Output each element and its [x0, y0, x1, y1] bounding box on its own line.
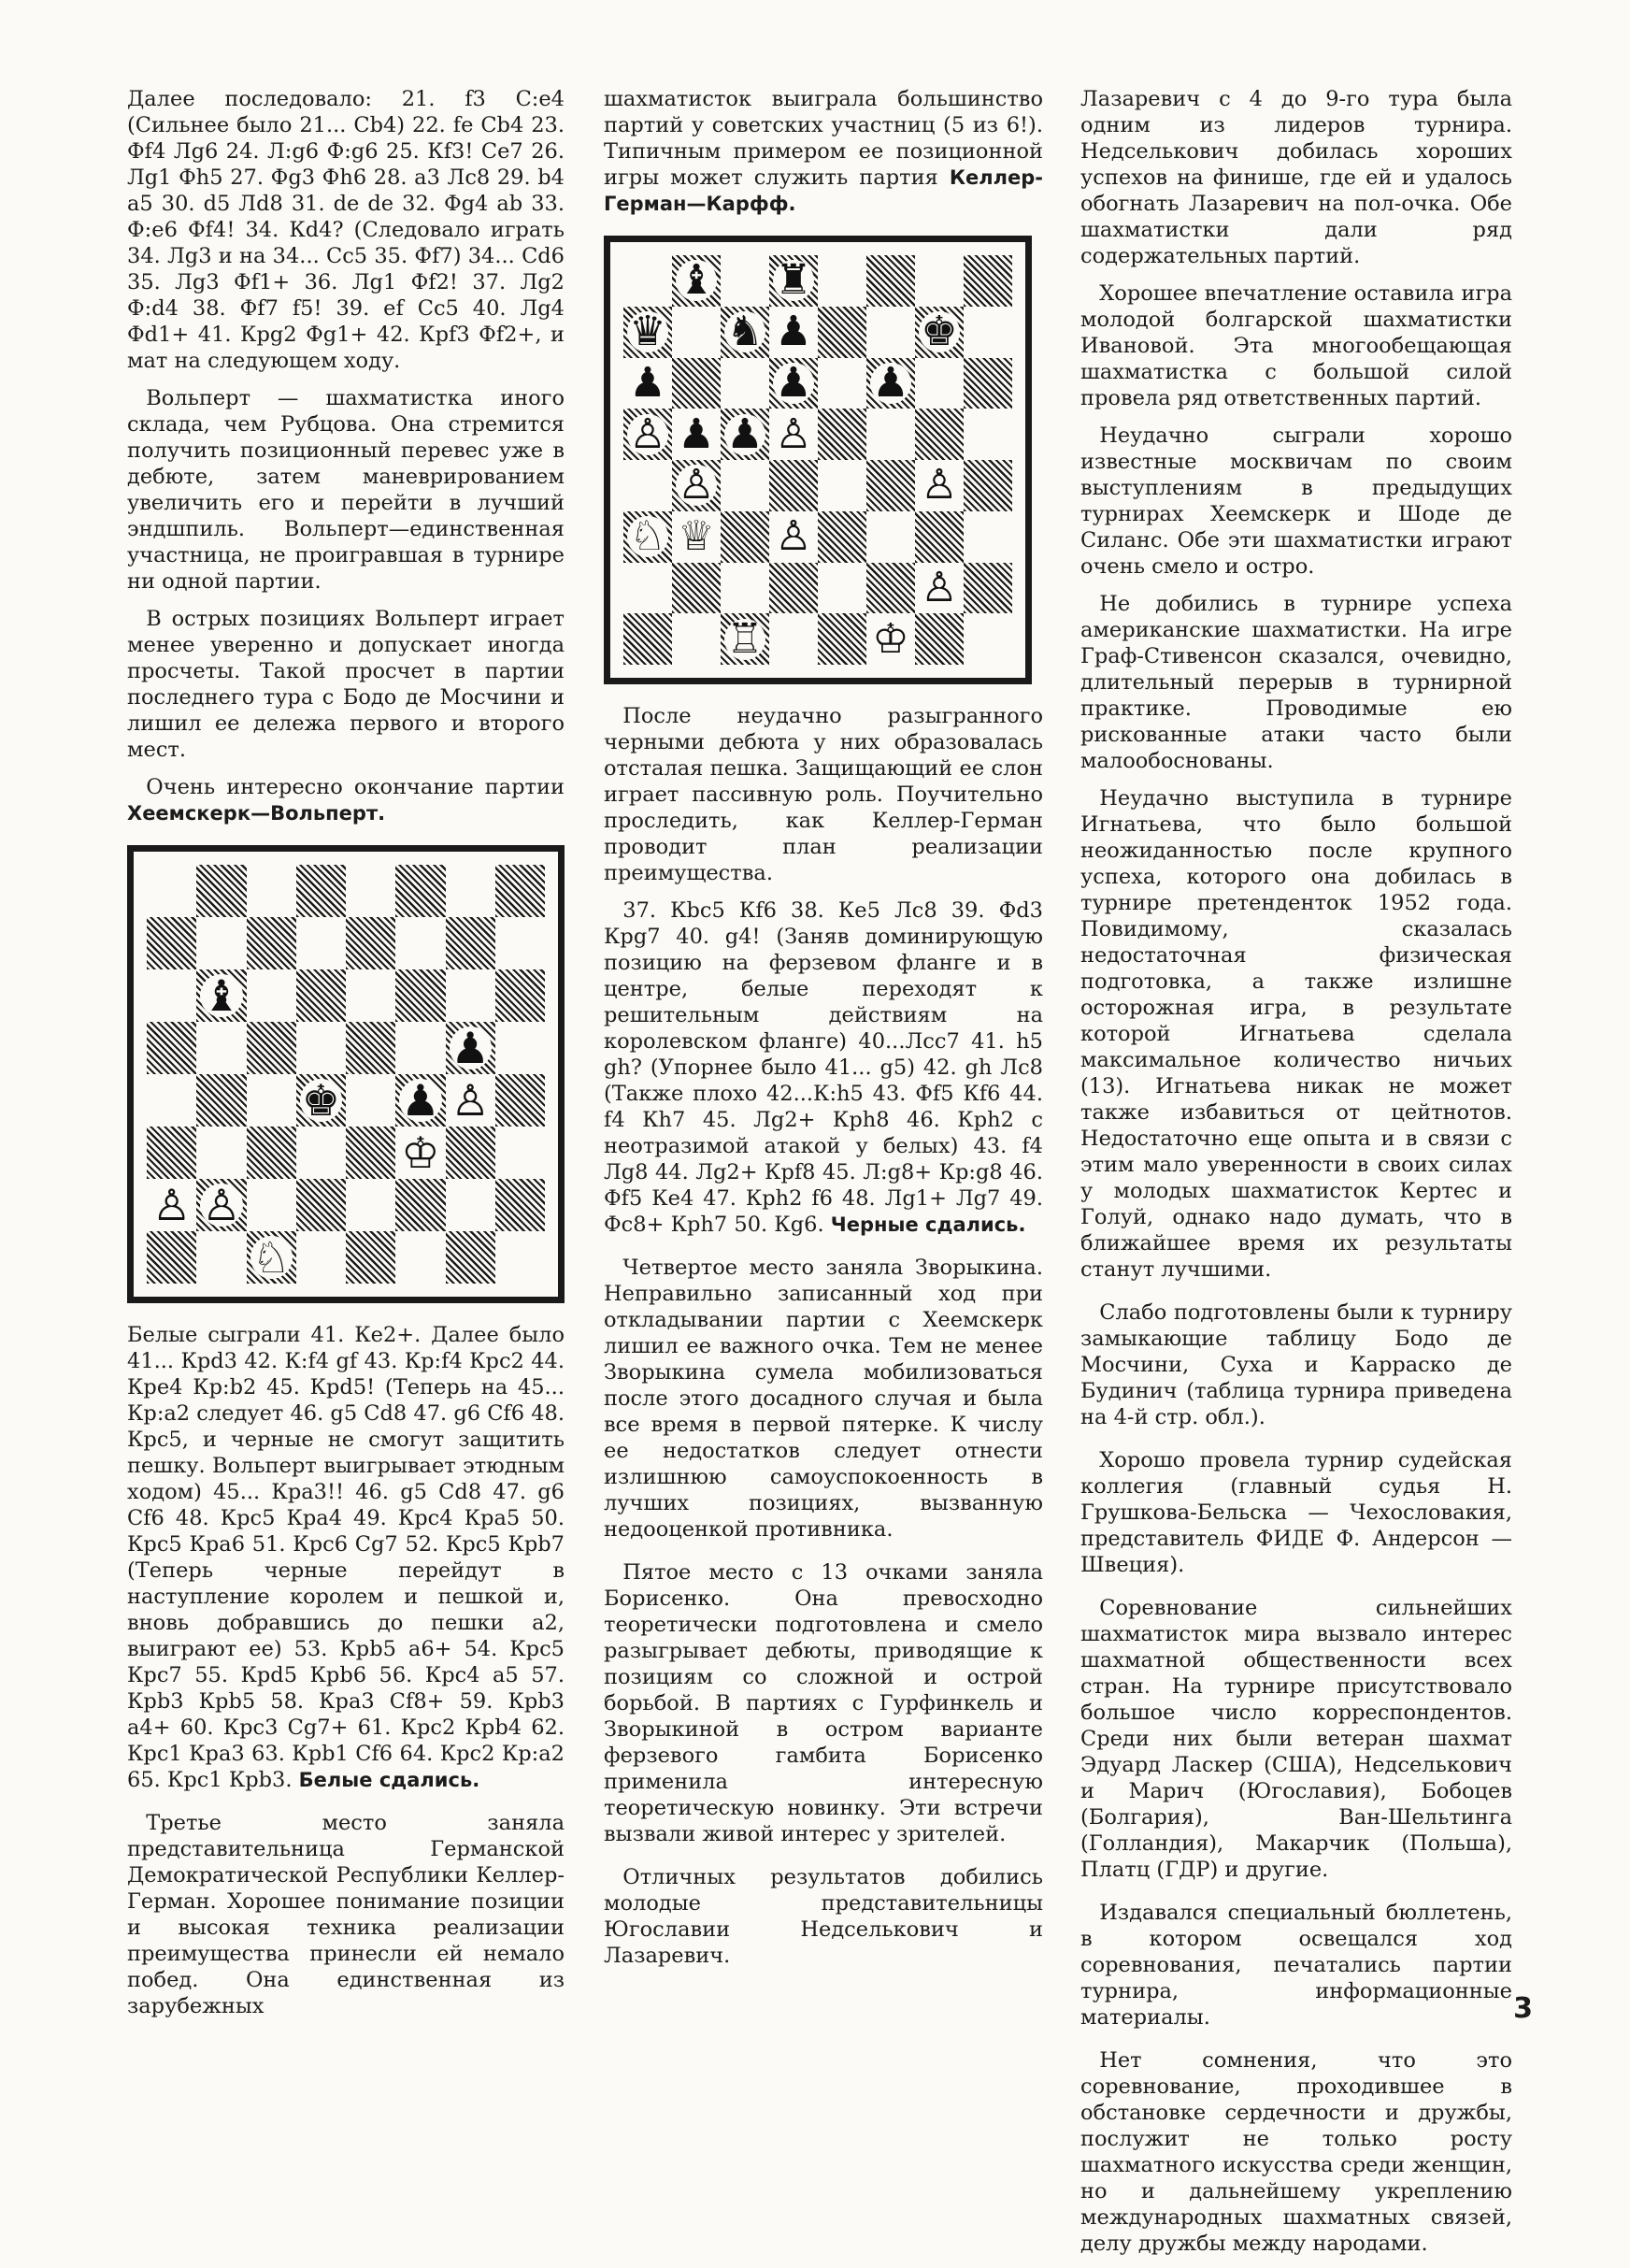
paragraph	[604, 86, 1043, 217]
board-square	[346, 917, 395, 969]
board-square	[623, 409, 672, 460]
board-square	[495, 969, 545, 1022]
board-square	[721, 358, 769, 409]
board-square	[769, 460, 818, 511]
black-rook-icon: ♜	[775, 256, 812, 305]
board-square	[721, 409, 769, 460]
board-square	[196, 865, 246, 917]
board-square	[395, 1231, 445, 1284]
board-square	[346, 1074, 395, 1127]
board-square	[818, 563, 866, 614]
chess-diagram-2	[604, 236, 1043, 684]
board-square	[672, 358, 721, 409]
paragraph: После неудачно разыгранного черными дебюта у них образовалась отсталая пешка. Защищающий ее слон играет пассивную роль. Поучительно проследить, как Келлер-Герман проводит план реализации преимущества.	[604, 704, 1043, 885]
chess-board-frame	[604, 236, 1032, 684]
board-square	[623, 255, 672, 307]
result-text: Белые сдались.	[298, 1769, 480, 1791]
board-square	[964, 460, 1012, 511]
board-square	[818, 255, 866, 307]
board-square	[818, 409, 866, 460]
board-square	[346, 1179, 395, 1231]
board-square	[395, 1074, 445, 1127]
white-king-icon: ♔	[872, 614, 909, 663]
board-square	[296, 1127, 346, 1179]
paragraph: Соревнование сильнейших шахматисток мира вызвало интерес шахматной общественности всех стран. На турнире присутствовало большое число корреспондентов. Среди них были ветеран шахмат Эдуард Ласкер (США), Недселькович и Марич (Югославия), Бобоцев (Болгария), Ван-Шельтинга (Голландия), Макарчик (Польша), Платц (ГДР) и другие.	[1080, 1596, 1512, 1882]
board-square	[964, 563, 1012, 614]
board-square	[866, 358, 915, 409]
paragraph: В острых позициях Вольперт играет менее уверенно и допускает иногда просчеты. Такой просчет в партии последнего тура с Бодо де Мосчини и лишил ее дележа первого и второго мест.	[127, 607, 565, 762]
board-square	[296, 1231, 346, 1284]
black-pawn-icon: ♟	[629, 358, 666, 407]
board-square	[866, 563, 915, 614]
board-square	[196, 1074, 246, 1127]
board-square	[672, 563, 721, 614]
paragraph: Четвертое место заняла Зворыкина. Неправильно записанный ход при откладывании партии с Хеемскерк лишил ее важного очка. Тем не менее Зворыкина сумела мобилизоваться после этого досадного случая и была все время в первой пятерке. К числу ее недостатков следует отнести излишнюю самоуспокоенность в лучших позициях, вызванную недооценкой противника.	[604, 1256, 1043, 1542]
board-square	[247, 1231, 296, 1284]
black-pawn-icon: ♟	[726, 409, 764, 458]
board-square	[247, 1022, 296, 1074]
chess-diagram-1	[127, 845, 565, 1303]
black-pawn-icon: ♟	[401, 1075, 440, 1126]
board-square	[395, 1179, 445, 1231]
paragraph: Далее последовало: 21. f3 С:е4 (Сильнее было 21... Сb4) 22. fe Сb4 23. Фf4 Лg6 24. Л:g6 Ф:g6 25. Кf3! Се7 26. Лg1 Фh5 27. Фg3 Фh6 28. а3 Лс8 29. b4 а5 30. d5 Лd8 31. de de 32. Фg4 аb 33. Ф:е6 Фf4! 34. Кd4? (Следовало играть 34. Лg3 и на 34... Сс5 35. Фf7) 34... Сd6 35. Лg3 Фf1+ 36. Лg1 Фf2! 37. Лg2 Ф:d4 38. Фf7 f5! 39. еf Сс5 40. Лg4 Фd1+ 41. Крg2 Фg1+ 42. Крf3 Фf2+, и мат на следующем ходу.	[127, 87, 565, 373]
board-square	[769, 409, 818, 460]
white-pawn-icon: ♙	[678, 461, 715, 510]
board-square	[446, 865, 495, 917]
board-square	[247, 969, 296, 1022]
board-square	[964, 613, 1012, 665]
game-title: Хеемскерк—Вольперт.	[127, 802, 386, 825]
paragraph: Слабо подготовлены были к турниру замыкающие таблицу Бодо де Мосчини, Суха и Карраско де Будинич (таблица турнира приведена на 4-й стр. обл.).	[1080, 1300, 1512, 1429]
white-pawn-icon: ♙	[775, 512, 812, 561]
white-pawn-icon: ♙	[921, 461, 958, 510]
board-square	[395, 1127, 445, 1179]
paragraph: Отличных результатов добились молодые представительницы Югославии Недселькович и Лазаревич.	[604, 1865, 1043, 1968]
board-square	[672, 460, 721, 511]
board-square	[346, 865, 395, 917]
chess-board	[623, 255, 1012, 665]
board-square	[247, 1179, 296, 1231]
board-square	[196, 969, 246, 1022]
white-pawn-icon: ♙	[921, 563, 958, 611]
black-bishop-icon: ♝	[678, 256, 715, 305]
board-square	[346, 1127, 395, 1179]
paragraph-text: шахматисток выиграла большинство партий у советских участниц (5 из 6!). Типичным примером ее позиционной игры может служить партия	[604, 87, 1043, 190]
white-pawn-icon: ♙	[202, 1180, 241, 1230]
board-square	[915, 460, 964, 511]
board-square	[147, 1231, 196, 1284]
board-square	[147, 969, 196, 1022]
board-square	[915, 409, 964, 460]
board-square	[964, 255, 1012, 307]
white-pawn-icon: ♙	[450, 1075, 490, 1126]
board-square	[147, 1179, 196, 1231]
black-king-icon: ♚	[921, 308, 958, 356]
board-square	[247, 1074, 296, 1127]
paragraph: Неудачно выступила в турнире Игнатьева, что было большой неожиданностью после крупного успеха, которого она добилась в турнире претенденток 1952 года. Повидимому, сказалась недостаточная физическая подготовка, а также излишне осторожная игра, в результате которой Игнатьева сделала максимальное количество ничьих (13). Игнатьева никак не может также избавиться от цейтнотов. Недостаточно еще опыта и в связи с этим мало уверенности в своих силах у молодых шахматисток Кертес и Голуй, однако надо думать, что в ближайшее время их результаты станут лучшими.	[1080, 786, 1512, 1282]
board-square	[147, 1022, 196, 1074]
column-3	[1080, 86, 1512, 2268]
black-pawn-icon: ♟	[775, 308, 812, 356]
board-square	[721, 563, 769, 614]
board-square	[818, 307, 866, 358]
white-rook-icon: ♖	[726, 614, 764, 663]
board-square	[672, 409, 721, 460]
black-pawn-icon: ♟	[775, 358, 812, 407]
board-square	[346, 1231, 395, 1284]
board-square	[247, 1127, 296, 1179]
board-square	[866, 307, 915, 358]
board-square	[623, 358, 672, 409]
black-queen-icon: ♛	[629, 308, 666, 356]
board-square	[721, 613, 769, 665]
black-bishop-icon: ♝	[202, 970, 241, 1021]
board-square	[196, 1231, 246, 1284]
paragraph-text: Очень интересно окончание партии	[146, 775, 565, 799]
board-square	[915, 511, 964, 563]
board-square	[866, 409, 915, 460]
board-square	[147, 1127, 196, 1179]
board-square	[196, 1179, 246, 1231]
paragraph	[604, 897, 1043, 1238]
black-knight-icon: ♞	[726, 308, 764, 356]
board-square	[721, 307, 769, 358]
paragraph	[127, 1322, 565, 1793]
board-square	[769, 511, 818, 563]
board-square	[147, 1074, 196, 1127]
white-pawn-icon: ♙	[152, 1180, 192, 1230]
board-square	[296, 1179, 346, 1231]
paragraph-text: Белые сыграли 41. Ке2+. Далее было 41... Крd3 42. К:f4 gf 43. Кр:f4 Крс2 44. Крe4 Кр:b2 45. Крd5! (Теперь на 45... Кр:а2 следует 46. g5 Сd8 47. g6 Сf6 48. Крс5, и черные не смогут защитить пешку. Вольперт выигрывает этюдным ходом) 45... Кра3!! 46. g5 Сd8 47. g6 Сf6 48. Крс5 Кра4 49. Крс4 Кра5 50. Крс5 Кра6 51. Крс6 Сg7 52. Крс5 Крb7 (Теперь черные перейдут в наступление королем и пешкой и, вновь добравшись до пешки а2, выиграют ее) 53. Крb5 а6+ 54. Крс5 Крс7 55. Крd5 Крb6 56. Крс4 а5 57. Крb3 Крb5 58. Кра3 Сf8+ 59. Крb3 а4+ 60. Крс3 Сg7+ 61. Крс2 Крb4 62. Крс1 Кра3 63. Крb1 Сf6 64. Крс2 Кр:а2 65. Крс1 Крb3.	[127, 1323, 565, 1792]
paragraph: Не добились в турнире успеха американские шахматистки. На игре Граф-Стивенсон сказался, очевидно, длительный перерыв в турнирной практике. Проводимые ею рискованные атаки часто были малообоснованы.	[1080, 592, 1512, 773]
board-square	[769, 307, 818, 358]
board-square	[721, 511, 769, 563]
board-square	[769, 563, 818, 614]
paragraph: Хорошее впечатление оставила игра молодой болгарской шахматистки Ивановой. Эта многообещающая шахматистка с большой силой провела ряд ответственных партий.	[1080, 281, 1512, 410]
paragraph: Третье место заняла представительница Германской Демократической Республики Келлер-Герман. Хорошее понимание позиции и высокая техника реализации преимущества принесли ей немало побед. Она единственная из зарубежных	[127, 1811, 565, 2018]
chess-board	[147, 865, 545, 1284]
black-pawn-icon: ♟	[450, 1023, 490, 1073]
board-square	[495, 917, 545, 969]
board-square	[296, 865, 346, 917]
paragraph	[127, 774, 565, 826]
board-square	[147, 917, 196, 969]
board-square	[915, 255, 964, 307]
white-pawn-icon: ♙	[775, 409, 812, 458]
board-square	[495, 1074, 545, 1127]
board-square	[721, 255, 769, 307]
result-text: Черные сдались.	[830, 1213, 1026, 1236]
paragraph: Лазаревич с 4 до 9-го тура была одним из лидеров турнира. Недселькович добилась хороших успехов на финише, где ей и удалось обогнать Лазаревич на пол-очка. Обе шахматистки дали ряд содержательных партий.	[1080, 87, 1512, 268]
paragraph: Вольперт — шахматистка иного склада, чем Рубцова. Она стремится получить позиционный перевес уже в дебюте, затем маневрированием увеличить его и перейти в лучший эндшпиль. Вольперт—единственная участница, не проигравшая в турнире ни одной партии.	[127, 386, 565, 594]
board-square	[672, 511, 721, 563]
board-square	[495, 1179, 545, 1231]
chess-board-frame	[127, 845, 565, 1303]
board-square	[623, 460, 672, 511]
board-square	[247, 917, 296, 969]
black-pawn-icon: ♟	[678, 409, 715, 458]
paragraph-text: 37. Кbс5 Кf6 38. Ке5 Лс8 39. Фd3 Крg7 40. g4! (Заняв доминирующую позицию на ферзевом фланге и в центре, белые переходят к решительным действиям на королевском фланге) 40...Лсс7 41. h5 gh? (Упорнее было 41... g5) 42. gh Лс8 (Также плохо 42...К:h5 43. Фf5 Кf6 44. f4 Кh7 45. Лg2+ Крh8 46. Крh2 с неотразимой атакой у белых) 43. f4 Лg8 44. Лg2+ Крf8 45. Л:g8+ Кр:g8 46. Фf5 Ке4 47. Крh2 f6 48. Лg1+ Лg7 49. Фс8+ Крh7 50. Кg6.	[604, 898, 1043, 1237]
board-square	[964, 409, 1012, 460]
board-square	[915, 613, 964, 665]
board-square	[915, 563, 964, 614]
board-square	[915, 358, 964, 409]
board-square	[446, 917, 495, 969]
board-square	[623, 613, 672, 665]
board-square	[818, 613, 866, 665]
board-square	[395, 865, 445, 917]
board-square	[915, 307, 964, 358]
board-square	[446, 969, 495, 1022]
board-square	[964, 511, 1012, 563]
white-knight-icon: ♘	[629, 512, 666, 561]
paragraph: Неудачно сыграли хорошо известные москвичам по своим выступлениям в предыдущих турнирах Хеемскерк и Шоде де Силанс. Обе эти шахматистки играют очень смело и остро.	[1080, 423, 1512, 579]
board-square	[672, 307, 721, 358]
board-square	[623, 511, 672, 563]
paragraph: Пятое место с 13 очками заняла Борисенко. Она превосходно теоретически подготовлена и смело разыгрывает дебюты, приводящие к позициям со сложной и острой борьбой. В партиях с Гурфинкель и Зворыкиной в остром варианте ферзевого гамбита Борисенко применила интересную теоретическую новинку. Эти встречи вызвали живой интерес у зрителей.	[604, 1560, 1043, 1846]
board-square	[196, 1022, 246, 1074]
board-square	[769, 613, 818, 665]
board-square	[446, 1179, 495, 1231]
board-square	[866, 613, 915, 665]
board-square	[196, 917, 246, 969]
board-square	[866, 255, 915, 307]
board-square	[395, 1022, 445, 1074]
board-square	[296, 969, 346, 1022]
board-square	[346, 969, 395, 1022]
board-square	[818, 511, 866, 563]
board-square	[866, 460, 915, 511]
column-2	[604, 86, 1043, 1980]
board-square	[395, 917, 445, 969]
board-square	[495, 1127, 545, 1179]
board-square	[623, 307, 672, 358]
board-square	[147, 865, 196, 917]
board-square	[247, 865, 296, 917]
board-square	[296, 1074, 346, 1127]
board-square	[866, 511, 915, 563]
paragraph: Хорошо провела турнир судейская коллегия (главный судья Н. Грушкова-Бельска — Чехословакия, представитель ФИДЕ Ф. Андерсон —Швеция).	[1080, 1448, 1512, 1577]
board-square	[296, 917, 346, 969]
board-square	[395, 969, 445, 1022]
board-square	[964, 307, 1012, 358]
board-square	[196, 1127, 246, 1179]
board-square	[672, 613, 721, 665]
board-square	[446, 1074, 495, 1127]
white-king-icon: ♔	[401, 1127, 440, 1178]
white-pawn-icon: ♙	[629, 409, 666, 458]
board-square	[964, 358, 1012, 409]
game-title: Келлер-Герман—Карфф.	[604, 166, 1043, 215]
board-square	[446, 1127, 495, 1179]
board-square	[446, 1231, 495, 1284]
white-knight-icon: ♘	[251, 1232, 291, 1283]
paragraph: Нет сомнения, что это соревнование, проходившее в обстановке сердечности и дружбы, послужит не только росту шахматного искусства среди женщин, но и дальнейшему укреплению международных шахматных связей, делу дружбы между народами.	[1080, 2048, 1512, 2256]
board-square	[623, 563, 672, 614]
board-square	[346, 1022, 395, 1074]
board-square	[495, 1231, 545, 1284]
page-number: 3	[1513, 1992, 1533, 2025]
column-1	[127, 86, 565, 2031]
board-square	[769, 255, 818, 307]
board-square	[446, 1022, 495, 1074]
board-square	[721, 460, 769, 511]
black-pawn-icon: ♟	[872, 358, 909, 407]
black-king-icon: ♚	[301, 1075, 340, 1126]
board-square	[818, 358, 866, 409]
board-square	[769, 358, 818, 409]
paragraph: Издавался специальный бюллетень, в котором освещался ход соревнования, печатались партии турнира, информационные материалы.	[1080, 1901, 1512, 2030]
board-square	[296, 1022, 346, 1074]
board-square	[672, 255, 721, 307]
board-square	[495, 865, 545, 917]
white-queen-icon: ♕	[678, 512, 715, 561]
board-square	[495, 1022, 545, 1074]
board-square	[818, 460, 866, 511]
